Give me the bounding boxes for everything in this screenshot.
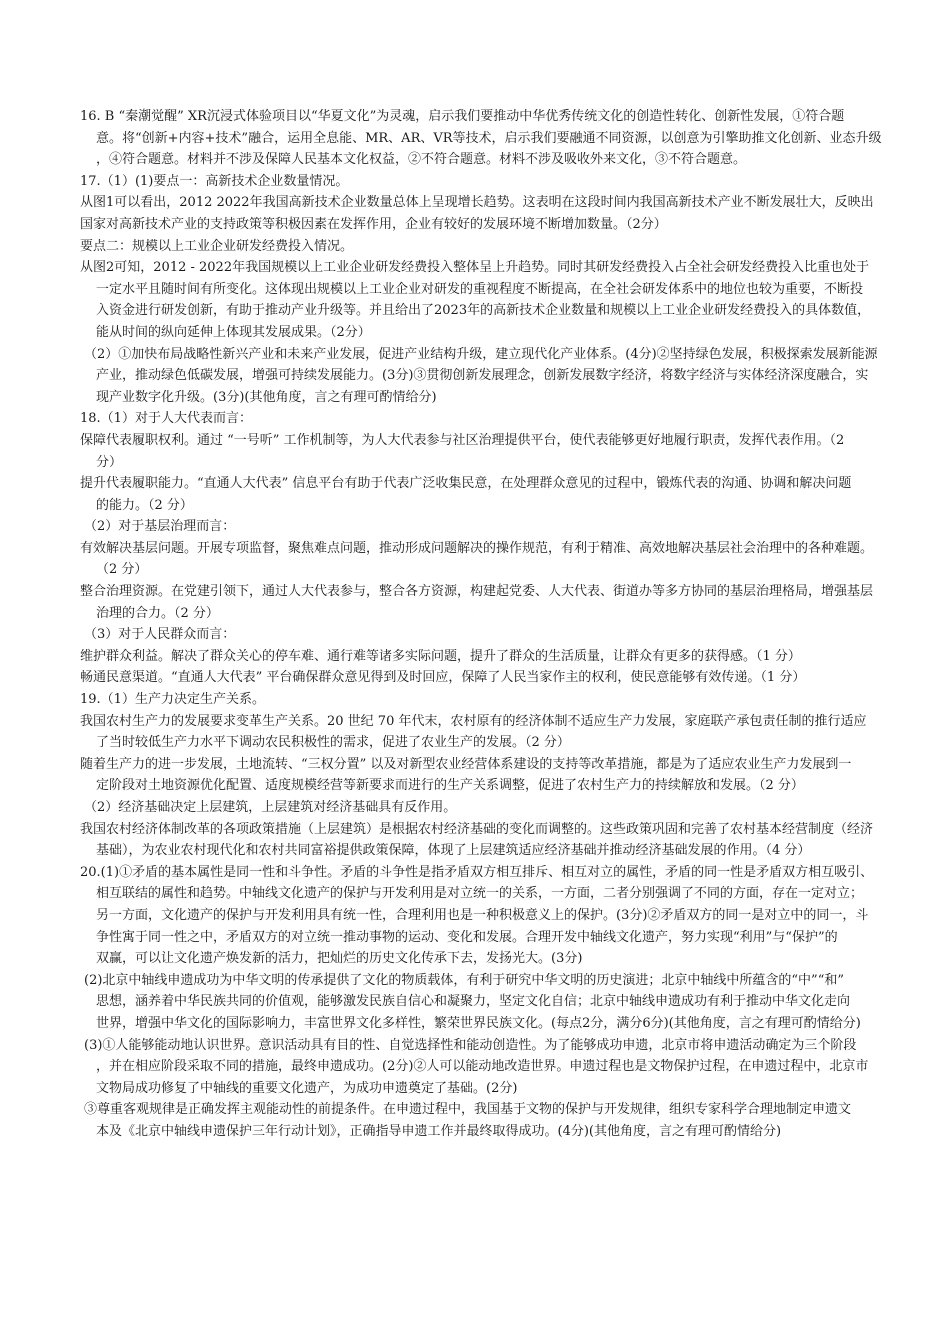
q20-part3-line: ，并在相应阶段采取不同的措施，最终申遗成功。(2分)②人可以能动地改造世界。申遗过程也是文物保护过程，在申遗过程中，北京市 <box>96 1059 869 1075</box>
q20-line: 相互联结的属性和趋势。中轴线文化遗产的保护与开发利用是对立统一的关系，一方面，二者分别强调了不同的方面，存在一定对立； <box>96 886 864 902</box>
q18-line: 维护群众利益。解决了群众关心的停车难、通行难等诸多实际问题，提升了群众的生活质量，让群众有更多的获得感。（1 分） <box>80 648 801 664</box>
q18-line: （2 分） <box>96 562 148 578</box>
q20-part3-line: (3)①人能够能动地认识世界。意识活动具有目的性、自觉选择性和能动创造性。为了能够成功申遗，北京市将申遗活动确定为三个阶段 <box>84 1037 857 1053</box>
q20-line: 另一方面，文化遗产的保护与开发利用具有统一性，合理利用也是一种积极意义上的保护。(3分)②矛盾双方的同一是对立中的同一，斗 <box>96 907 869 923</box>
q18-line: 治理的合力。（2 分） <box>96 605 219 621</box>
q20-part3-line: 本及《北京中轴线申遗保护三年行动计划》，正确指导申遗工作并最终取得成功。(4分)(其他角度，言之有理可酌情给分) <box>96 1123 782 1139</box>
q20-part2-line: (2)北京中轴线申遗成功为中华文明的传承提供了文化的物质载体，有利于研究中华文明的历史演进；北京中轴线中所蕴含的“中”“和” <box>84 972 844 988</box>
q17-line: 从图2可知，2012 - 2022年我国规模以上工业企业研发经费投入整体呈上升趋势。同时其研发经费投入占全社会研发经费投入比重也处于 <box>80 260 870 276</box>
q20-line: 双赢，可以让文化遗产焕发新的活力，把灿烂的历史文化传承下去，发扬光大。(3分) <box>96 951 583 967</box>
q20-part2-line: 思想，涵养着中华民族共同的价值观，能够激发民族自信心和凝聚力，坚定文化自信；北京中轴线申遗成功有利于推动中华文化走向 <box>96 994 851 1010</box>
q18-heading: 18.（1）对于人大代表而言： <box>80 411 252 427</box>
q17-heading: 17.（1）(1)要点一：高新技术企业数量情况。 <box>80 173 349 189</box>
q19-subheading: （2）经济基础决定上层建筑，上层建筑对经济基础具有反作用。 <box>84 800 457 815</box>
q18-line: 保障代表履职权利。通过 “一号听” 工作机制等，为人大代表参与社区治理提供平台，使代表能够更好地履行职责，发挥代表作用。（2 <box>80 432 845 448</box>
q19-line: 基础），为农业农村现代化和农村共同富裕提供政策保障，体现了上层建筑适应经济基础并推动经济基础发展的作用。（4 分） <box>96 843 811 859</box>
q17-part2-line: 现产业数字化升级。(3分)(其他角度，言之有理可酌情给分) <box>96 389 437 405</box>
q19-line: 定阶段对土地资源优化配置、适度规模经营等新要求而进行的生产关系调整，促进了农村生产力的持续解放和发展。（2 分） <box>96 778 804 794</box>
q20-heading: 20.(1)①矛盾的基本属性是同一性和斗争性。矛盾的斗争性是指矛盾双方相互排斥、相互对立的属性，矛盾的同一性是矛盾双方相互吸引、 <box>80 864 874 880</box>
q19-line: 我国农村经济体制改革的各项政策措施（上层建筑）是根据农村经济基础的变化而调整的。这些政策巩固和完善了农村基本经营制度（经济 <box>80 821 874 837</box>
q18-line: 的能力。（2 分） <box>96 497 193 513</box>
q20-line: 争性寓于同一性之中，矛盾双方的对立统一推动事物的运动、变化和发展。合理开发中轴线文化遗产，努力实现“利用”与“保护”的 <box>96 929 838 945</box>
q20-part3-line: ③尊重客观规律是正确发挥主观能动性的前提条件。在申遗过程中，我国基于文物的保护与开发规律，组织专家科学合理地制定申遗文 <box>84 1102 852 1118</box>
q20-part2-line: 世界，增强中华文化的国际影响力，丰富世界文化多样性，繁荣世界民族文化。(每点2分，满分6分)(其他角度，言之有理可酌情给分) <box>96 1015 861 1031</box>
q18-subheading: （2）对于基层治理而言： <box>84 519 236 535</box>
q16-line-2: 意。将“创新+内容+技术”融合，运用全息能、MR、AR、VR等技术，启示我们要融通不同资源，以创意为引擎助推文化创新、业态升级 <box>96 130 882 146</box>
q18-line: 有效解决基层问题。开展专项监督，聚焦难点问题，推动形成问题解决的操作规范，有利于精准、高效地解决基层社会治理中的各种难题。 <box>80 540 874 556</box>
q20-part3-line: 文物局成功修复了中轴线的重要文化遗产，为成功申遗奠定了基础。(2分) <box>96 1080 518 1096</box>
q17-line: 能从时间的纵向延伸上体现其发展成果。（2分） <box>96 324 371 340</box>
q18-line: 畅通民意渠道。“直通人大代表” 平台确保群众意见得到及时回应，保障了人民当家作主的权利，使民意能够有效传递。（1 分） <box>80 670 806 686</box>
q17-line: 从图1可以看出，2012 2022年我国高新技术企业数量总体上呈现增长趋势。这表明在这段时间内我国高新技术产业不断发展壮大，反映出 <box>80 195 874 211</box>
q18-line: 整合治理资源。在党建引领下，通过人大代表参与，整合各方资源，构建起党委、人大代表、街道办等多方协同的基层治理格局，增强基层 <box>80 584 874 600</box>
q17-line: 要点二：规模以上工业企业研发经费投入情况。 <box>80 238 354 254</box>
q17-part2-line: （2）①加快布局战略性新兴产业和未来产业发展，促进产业结构升级，建立现代化产业体系。(4分)②坚持绿色发展，积极探索发展新能源 <box>84 346 878 362</box>
q17-line: 一定水平且随时间有所变化。这体现出规模以上工业企业对研发的重视程度不断提高，在全社会研发体系中的地位也较为重要，不断投 <box>96 281 864 297</box>
q16-line-3: ，④符合题意。材料并不涉及保障人民基本文化权益，②不符合题意。材料不涉及吸收外来文化，③不符合题意。 <box>96 152 747 168</box>
q18-line: 提升代表履职能力。“直通人大代表” 信息平台有助于代表广泛收集民意，在处理群众意见的过程中，锻炼代表的沟通、协调和解决问题 <box>80 476 852 492</box>
q16-line-1: 16. B “秦潮觉醒” XR沉浸式体验项目以“华夏文化”为灵魂，启示我们要推动中华优秀传统文化的创造性转化、创新性发展，①符合题 <box>80 109 845 124</box>
q17-line: 国家对高新技术产业的支持政策等积极因素在发挥作用，企业有较好的发展环境不断增加数量。（2分） <box>80 216 667 232</box>
answer-text-block <box>0 106 950 1143</box>
q18-subheading: （3）对于人民群众而言： <box>84 627 236 643</box>
q17-part2-line: 产业，推动绿色低碳发展，增强可持续发展能力。(3分)③贯彻创新发展理念，创新发展数字经济，将数字经济与实体经济深度融合，实 <box>96 368 869 384</box>
q19-line: 随着生产力的进一步发展，土地流转、“三权分置” 以及对新型农业经营体系建设的支持等改革措施，都是为了适应农业生产力发展到一 <box>80 756 852 772</box>
q19-line: 我国农村生产力的发展要求变革生产关系。20 世纪 70 年代末，农村原有的经济体制不适应生产力发展，家庭联产承包责任制的推行适应 <box>80 713 867 729</box>
q18-line: 分） <box>96 454 123 470</box>
q17-line: 入资金进行研发创新，有助于推动产业升级等。并且给出了2023年的高新技术企业数量和规模以上工业企业研发经费投入的具体数值， <box>96 303 871 319</box>
q19-line: 了当时较低生产力水平下调动农民积极性的需求，促进了农业生产的发展。（2 分） <box>96 735 570 751</box>
q19-heading: 19.（1）生产力决定生产关系。 <box>80 692 265 708</box>
